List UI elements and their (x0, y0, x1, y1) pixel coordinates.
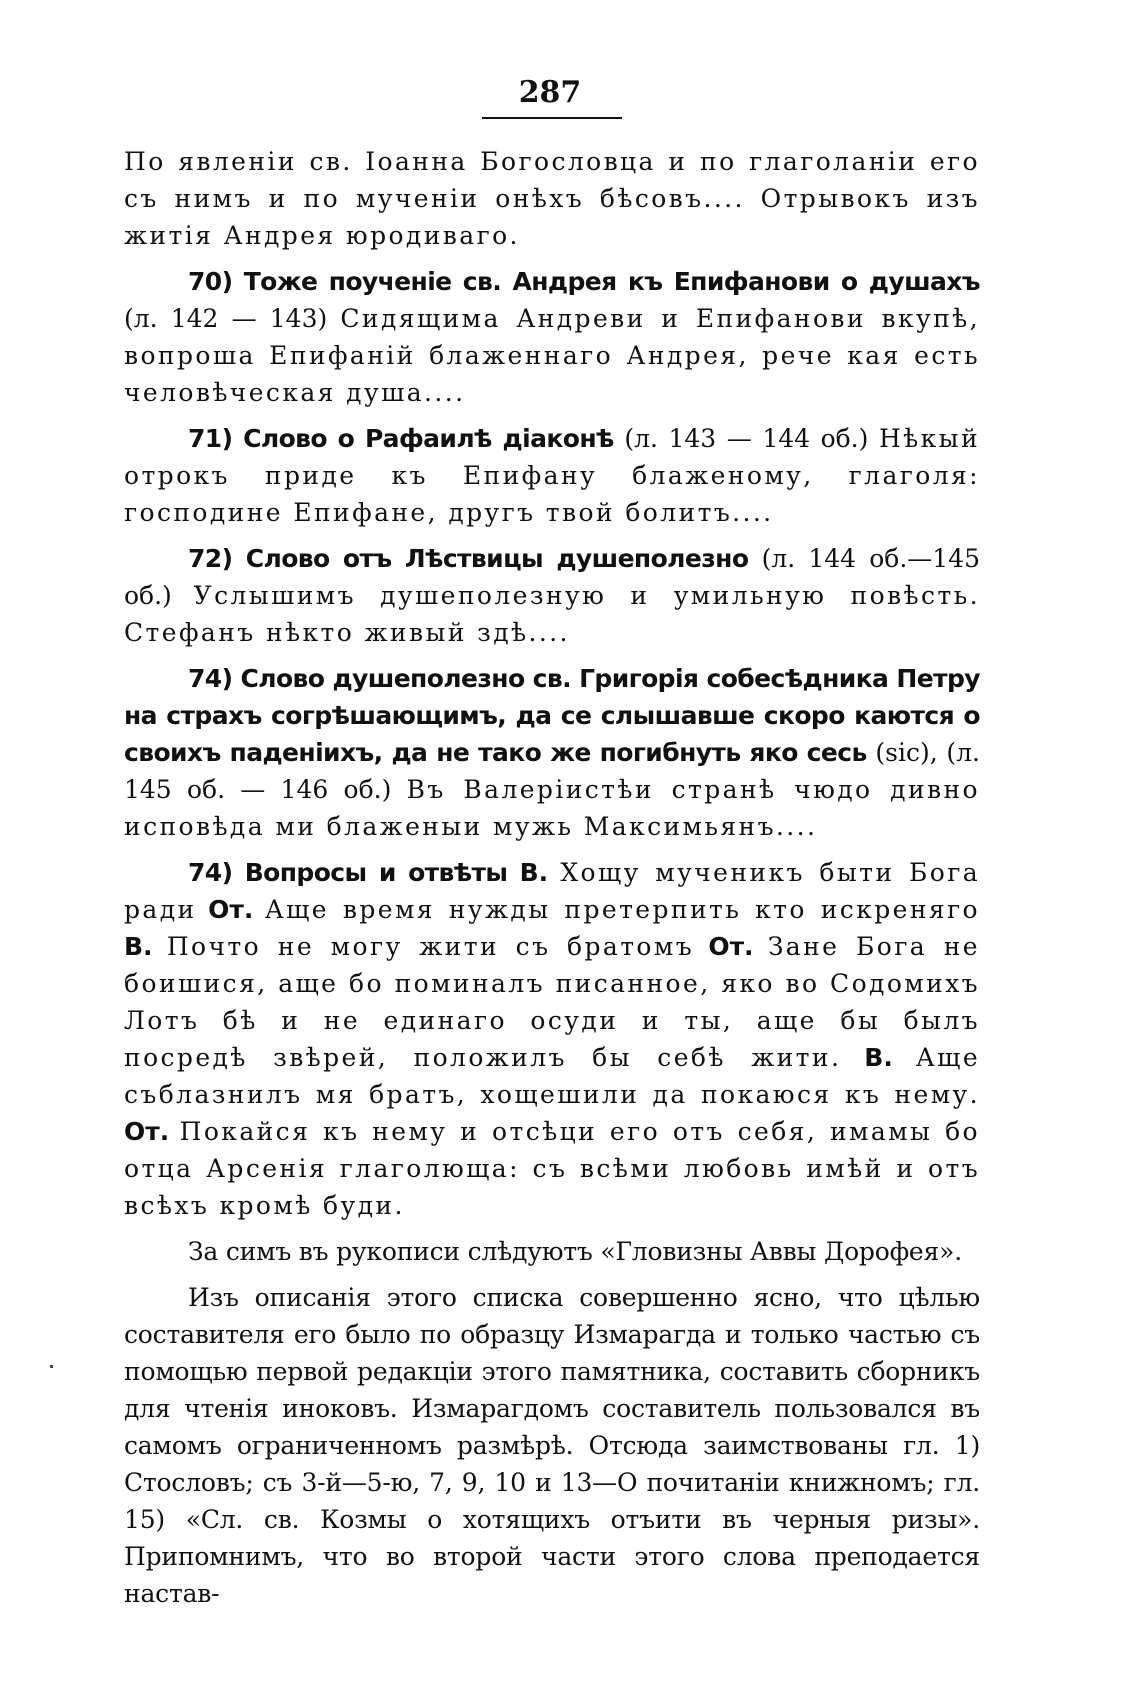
intro-paragraph: По явленіи св. Іоанна Богословца и по глаголаніи его съ нимъ и по мученіи онѣхъ бѣсовъ.... Отрывокъ изъ житія Андрея юродиваго. (124, 147, 980, 250)
entry-71-heading: 71) Слово о Рафаилѣ діаконѣ (188, 424, 614, 453)
entry-72-folio: (л. 144 об.—145 об.) (124, 544, 980, 610)
answer-mark-3: От. (124, 1117, 170, 1146)
question-2: Почто не могу жити съ братомъ (166, 932, 695, 961)
entry-71-incipit: Нѣкый отрокъ приде къ Епифану блаженому, глаголя: господине Епифане, другъ твой болитъ.... (124, 424, 981, 527)
page-text (124, 143, 980, 1621)
entry-74b-heading: 74) Вопросы и отвѣты (188, 858, 508, 887)
entry-74a-heading: 74) Слово душеполезно св. Григорія собесѣдника Петру на страхъ согрѣшающимъ, да се слышавше скоро каются о своихъ паденіихъ, да не тако же погибнуть яко сесь (124, 664, 980, 767)
entry-74a-folio: (sic), (л. 145 об. — 146 об.) (124, 738, 980, 804)
entry-74a (124, 660, 980, 845)
entry-70-heading: 70) Тоже поученіе св. Андрея къ Епифанови о душахъ (188, 267, 980, 296)
answer-mark-2: От. (708, 932, 754, 961)
question-mark-1: В. (519, 858, 549, 887)
after-note: За симъ въ рукописи слѣдуютъ «Гловизны Аввы Дорофея». (188, 1237, 962, 1266)
entry-70-incipit: Сидящима Андреви и Епифанови вкупѣ, вопроша Епифаній блаженнаго Андрея, рече кая есть человѣческая душа.... (124, 304, 980, 407)
entry-74b (124, 854, 980, 1224)
commentary-paragraph: Изъ описанія этого списка совершенно ясно, что цѣлью составителя его было по образцу Измарагда и только частью съ помощью первой редакціи этого памятника, составить сборникъ для чтенія иноковъ. Измарагдомъ составитель пользовался въ самомъ ограниченномъ размѣрѣ. Отсюда заимствованы гл. 1) Стословъ; съ 3-й—5-ю, 7, 9, 10 и 13—О почитаніи книжномъ; гл. 15) «Сл. св. Козмы о хотящихъ отъити въ черныя ризы». Припомнимъ, что во второй части этого слова преподается настав- (124, 1283, 980, 1608)
answer-mark-1: От. (208, 895, 254, 924)
question-1: Хощу мученикъ быти Бога ради (124, 858, 980, 924)
entry-72-incipit: Услышимъ душеполезную и умильную повѣсть. Стефанъ нѣкто живый здѣ.... (124, 581, 980, 647)
question-3: Аще съблазнилъ мя братъ, хощешили да покаюся къ нему. (124, 1043, 981, 1109)
page-number-rule (482, 117, 622, 119)
question-mark-3: В. (864, 1043, 893, 1072)
entry-74a-incipit: Въ Валеріистѣи странѣ чюдо дивно исповѣда ми блаженыи мужь Максимьянъ.... (124, 775, 981, 841)
entry-72-heading: 72) Слово отъ Лѣствицы душеполезно (188, 544, 749, 573)
page-number: 287 (518, 75, 582, 110)
entry-71-folio: (л. 143 — 144 об.) (624, 424, 869, 453)
question-mark-2: В. (124, 932, 153, 961)
entry-72 (124, 540, 980, 651)
answer-2: Зане Бога не боишися, аще бо поминалъ писанное, яко во Содомихъ Лотъ бѣ и не единаго осуди и ты, аще бы былъ посредѣ звѣрей, положилъ бы себѣ жити. (124, 932, 980, 1072)
entry-70-folio: (л. 142 — 143) (124, 304, 328, 333)
answer-1: Аще время нужды претерпить кто искреняго (264, 895, 981, 924)
answer-3: Покайся къ нему и отсѣци его отъ себя, имамы бо отца Арсенія глаголюща: съ всѣми любовь имѣй и отъ всѣхъ кромѣ буди. (124, 1117, 980, 1220)
entry-71 (124, 420, 980, 531)
margin-speck (50, 1365, 53, 1368)
entry-70 (124, 263, 980, 411)
